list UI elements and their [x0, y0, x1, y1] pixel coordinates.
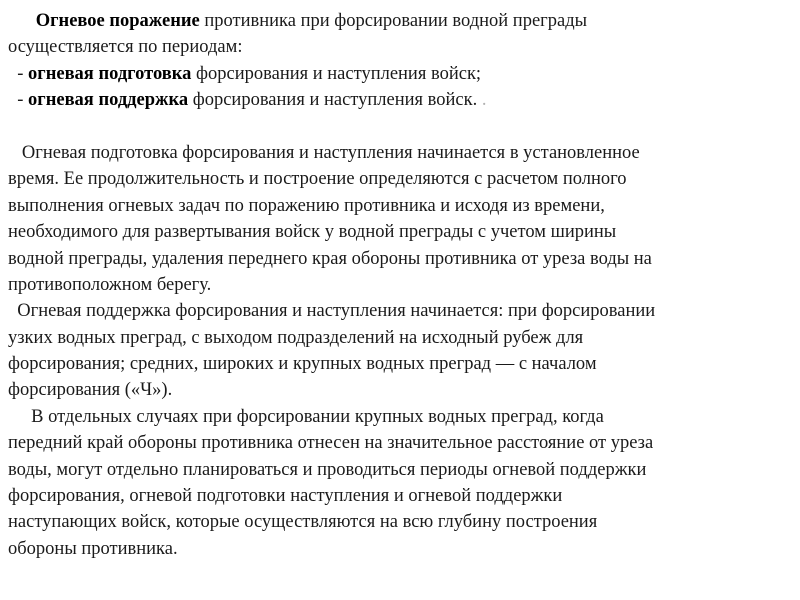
period-term-support: огневая поддержка: [28, 90, 189, 111]
document-text: [8, 8, 794, 562]
paragraph-line: Огневая подготовка форсирования и наступления начинается в установленное: [8, 142, 640, 163]
paragraph-line: наступающих войск, которые осуществляются на всю глубину построения: [8, 512, 598, 533]
paragraph-line: узких водных преград, с выходом подразделений на исходный рубеж для: [8, 327, 584, 348]
period-item-preparation: [8, 61, 794, 87]
paragraph-preparation: [8, 140, 794, 298]
paragraph-line: форсирования («Ч»).: [8, 380, 173, 401]
paragraph-line: время. Ее продолжительность и построение определяются с расчетом полного: [8, 169, 627, 190]
intro-line-1-rest: противника при форсировании водной преграды: [199, 11, 588, 31]
period-term-preparation: огневая подготовка: [28, 63, 192, 84]
intro-line-2: осуществляется по периодам:: [8, 37, 243, 58]
paragraph-line: форсирования, огневой подготовки наступления и огневой поддержки: [8, 486, 563, 507]
paragraph-line: выполнения огневых задач по поражению противника и исходя из времени,: [8, 195, 605, 216]
paragraph-gap: [8, 114, 794, 140]
bold-term-fire-damage: Огневое поражение: [35, 11, 200, 31]
paragraph-line: обороны противника.: [8, 538, 178, 559]
paragraph-line: передний край обороны противника отнесен на значительное расстояние от уреза: [8, 433, 654, 454]
intro-line-1: [8, 8, 794, 34]
paragraph-line: воды, могут отдельно планироваться и проводиться периоды огневой поддержки: [8, 459, 647, 480]
paragraph-line: В отдельных случаях при форсировании крупных водных преград, когда: [8, 406, 604, 427]
period-item-rest: форсирования и наступления войск;: [191, 63, 482, 84]
paragraph-line: Огневая поддержка форсирования и наступления начинается: при форсировании: [8, 301, 656, 322]
paragraph-line: противоположном берегу.: [8, 274, 212, 295]
paragraph-line: водной преграды, удаления переднего края обороны противника от уреза воды на: [8, 248, 652, 269]
paragraph-support: [8, 298, 794, 404]
paragraph-line: форсирования; средних, широких и крупных водных преград — с началом: [8, 354, 597, 375]
paragraph-special-cases: [8, 404, 794, 562]
paragraph-line: необходимого для развертывания войск у водной преграды с учетом ширины: [8, 222, 617, 243]
period-item-rest: форсирования и наступления войск.: [188, 90, 482, 111]
period-item-prefix: -: [8, 63, 29, 84]
stray-dot: .: [481, 90, 487, 111]
period-item-support: [8, 87, 794, 113]
period-item-prefix: -: [8, 90, 29, 111]
